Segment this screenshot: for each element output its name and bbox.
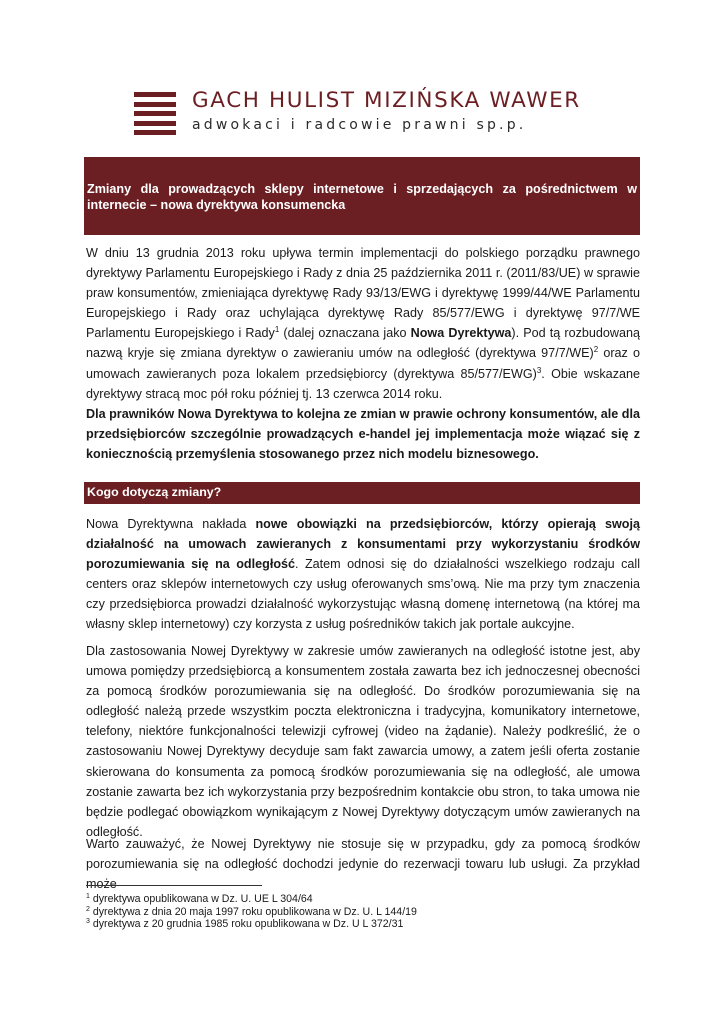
footnote-1 xyxy=(86,893,646,906)
footnote-separator xyxy=(86,885,262,886)
footnote-2 xyxy=(86,906,646,919)
highlight-paragraph: Dla prawników Nowa Dyrektywa to kolejna ze zmian w prawie ochrony konsumentów, ale dla przedsiębiorców szczególnie prowadzących e-handel jej implementacja może wiązać się z koniecznością przemyślenia stosowanego przez nich modelu biznesowego. xyxy=(86,407,640,462)
footnote-text: dyrektywa z 20 grudnia 1985 roku opublikowana w Dz. U L 372/31 xyxy=(89,918,404,931)
footnote-text: dyrektywa z dnia 20 maja 1997 roku opublikowana w Dz. U. L 144/19 xyxy=(89,905,417,918)
firm-tagline: adwokaci i radcowie prawni sp.p. xyxy=(192,117,527,133)
footnote-ref-1: 1 xyxy=(274,325,280,335)
who-text: . Zatem odnosi się do działalności wszelkiego rodzaju call centers oraz sklepów internetowych czy usług oferowanych sms’ową. Nie ma przy tym znaczenia czy przedsiębiorca prowadzi działalność wykorzystując własną domenę internetową (na której ma własny sklep internetowy) czy korzysta z usług pośredników takich jak portale aukcyjne. xyxy=(86,557,640,632)
footnote-number: 2 xyxy=(86,905,90,913)
who-bold-text: nowe obowiązki na przedsiębiorców, którzy opierają swoją działalność na umowach zawieranych z konsumentami przy wykorzystaniu środków porozumiewania się na odległość xyxy=(86,517,640,572)
logo-stripes-icon xyxy=(134,92,176,136)
defined-term: Nowa Dyrektywa xyxy=(410,326,512,341)
footnote-number: 3 xyxy=(86,918,90,926)
section-header xyxy=(84,482,640,504)
title-banner xyxy=(84,157,640,235)
footnote-number: 1 xyxy=(86,893,90,900)
firm-name: GACH HULIST MIZIŃSKA WAWER xyxy=(192,88,581,113)
intro-text: . Obie wskazane dyrektywy stracą moc pół roku później tj. 13 czerwca 2014 roku. xyxy=(86,366,640,401)
intro-text: oraz o umowach zawieranych poza lokalem przedsiębiorcy (dyrektywa 85/577/EWG) xyxy=(86,346,640,381)
intro-paragraph xyxy=(86,243,640,404)
footnote-ref-3: 3 xyxy=(536,365,542,375)
who-text: Nowa Dyrektywna nakłada xyxy=(86,517,256,531)
firm-logo xyxy=(134,88,604,138)
footnotes xyxy=(86,893,646,931)
who-paragraph xyxy=(86,514,640,635)
footnote-3 xyxy=(86,918,646,931)
intro-text: ). Pod tą rozbudowaną nazwą kryje się zmiana dyrektyw o zawieraniu umów na odległość (dyrektywa 97/7/WE) xyxy=(86,326,640,361)
footnote-text: dyrektywa opublikowana w Dz. U. UE L 304/64 xyxy=(89,893,313,905)
intro-text: (dalej oznaczana jako xyxy=(279,326,411,341)
intro-text: W dniu 13 grudnia 2013 roku upływa termin implementacji do polskiego porządku prawnego dyrektywy Parlamentu Europejskiego i Rady z dnia 25 października 2011 r. (2011/83/UE) w sprawie praw konsumentów, zmieniająca dyrektywę Rady 93/13/EWG i dyrektywę 1999/44/WE Parlamentu Europejskiego i Rady oraz uchylająca dyrektywę Rady 85/577/EWG i dyrektywę 97/7/WE Parlamentu Europejskiego i Rady xyxy=(86,246,640,341)
section-title: Kogo dotyczą zmiany? xyxy=(87,485,222,499)
footnote-ref-2: 2 xyxy=(593,345,599,355)
scope-paragraph: Dla zastosowania Nowej Dyrektywy w zakresie umów zawieranych na odległość istotne jest, aby umowa pomiędzy przedsiębiorcą a konsumentem została zawarta bez ich jednoczesnej obecności za pomocą środków porozumiewania się na odległość. Do środków porozumiewania się na odległość należą przede wszystkim poczta elektroniczna i tradycyjna, komunikatory internetowe, telefony, niektóre funkcjonalności telewizji cyfrowej (video na żądanie). Należy podkreślić, że o zastosowaniu Nowej Dyrektywy decyduje sam fakt zawarcia umowy, a zatem jeśli oferta zostanie skierowana do konsumenta za pomocą środków porozumiewania się na odległość, ale umowa zostanie zawarta bez ich wykorzystania przy bezpośrednim kontakcie obu stron, to taka umowa nie będzie podlegać obowiązkom wynikającym z Nowej Dyrektywy dotyczącym umów zawieranych na odległość. xyxy=(86,644,640,839)
document-title: Zmiany dla prowadzących sklepy internetowe i sprzedających za pośrednictwem w internecie – nowa dyrektywa konsumencka xyxy=(87,182,637,212)
exclusion-paragraph: Warto zauważyć, że Nowej Dyrektywy nie stosuje się w przypadku, gdy za pomocą środków porozumiewania się na odległość dochodzi jedynie do rezerwacji towaru lub usługi. Za przykład może xyxy=(86,837,640,892)
